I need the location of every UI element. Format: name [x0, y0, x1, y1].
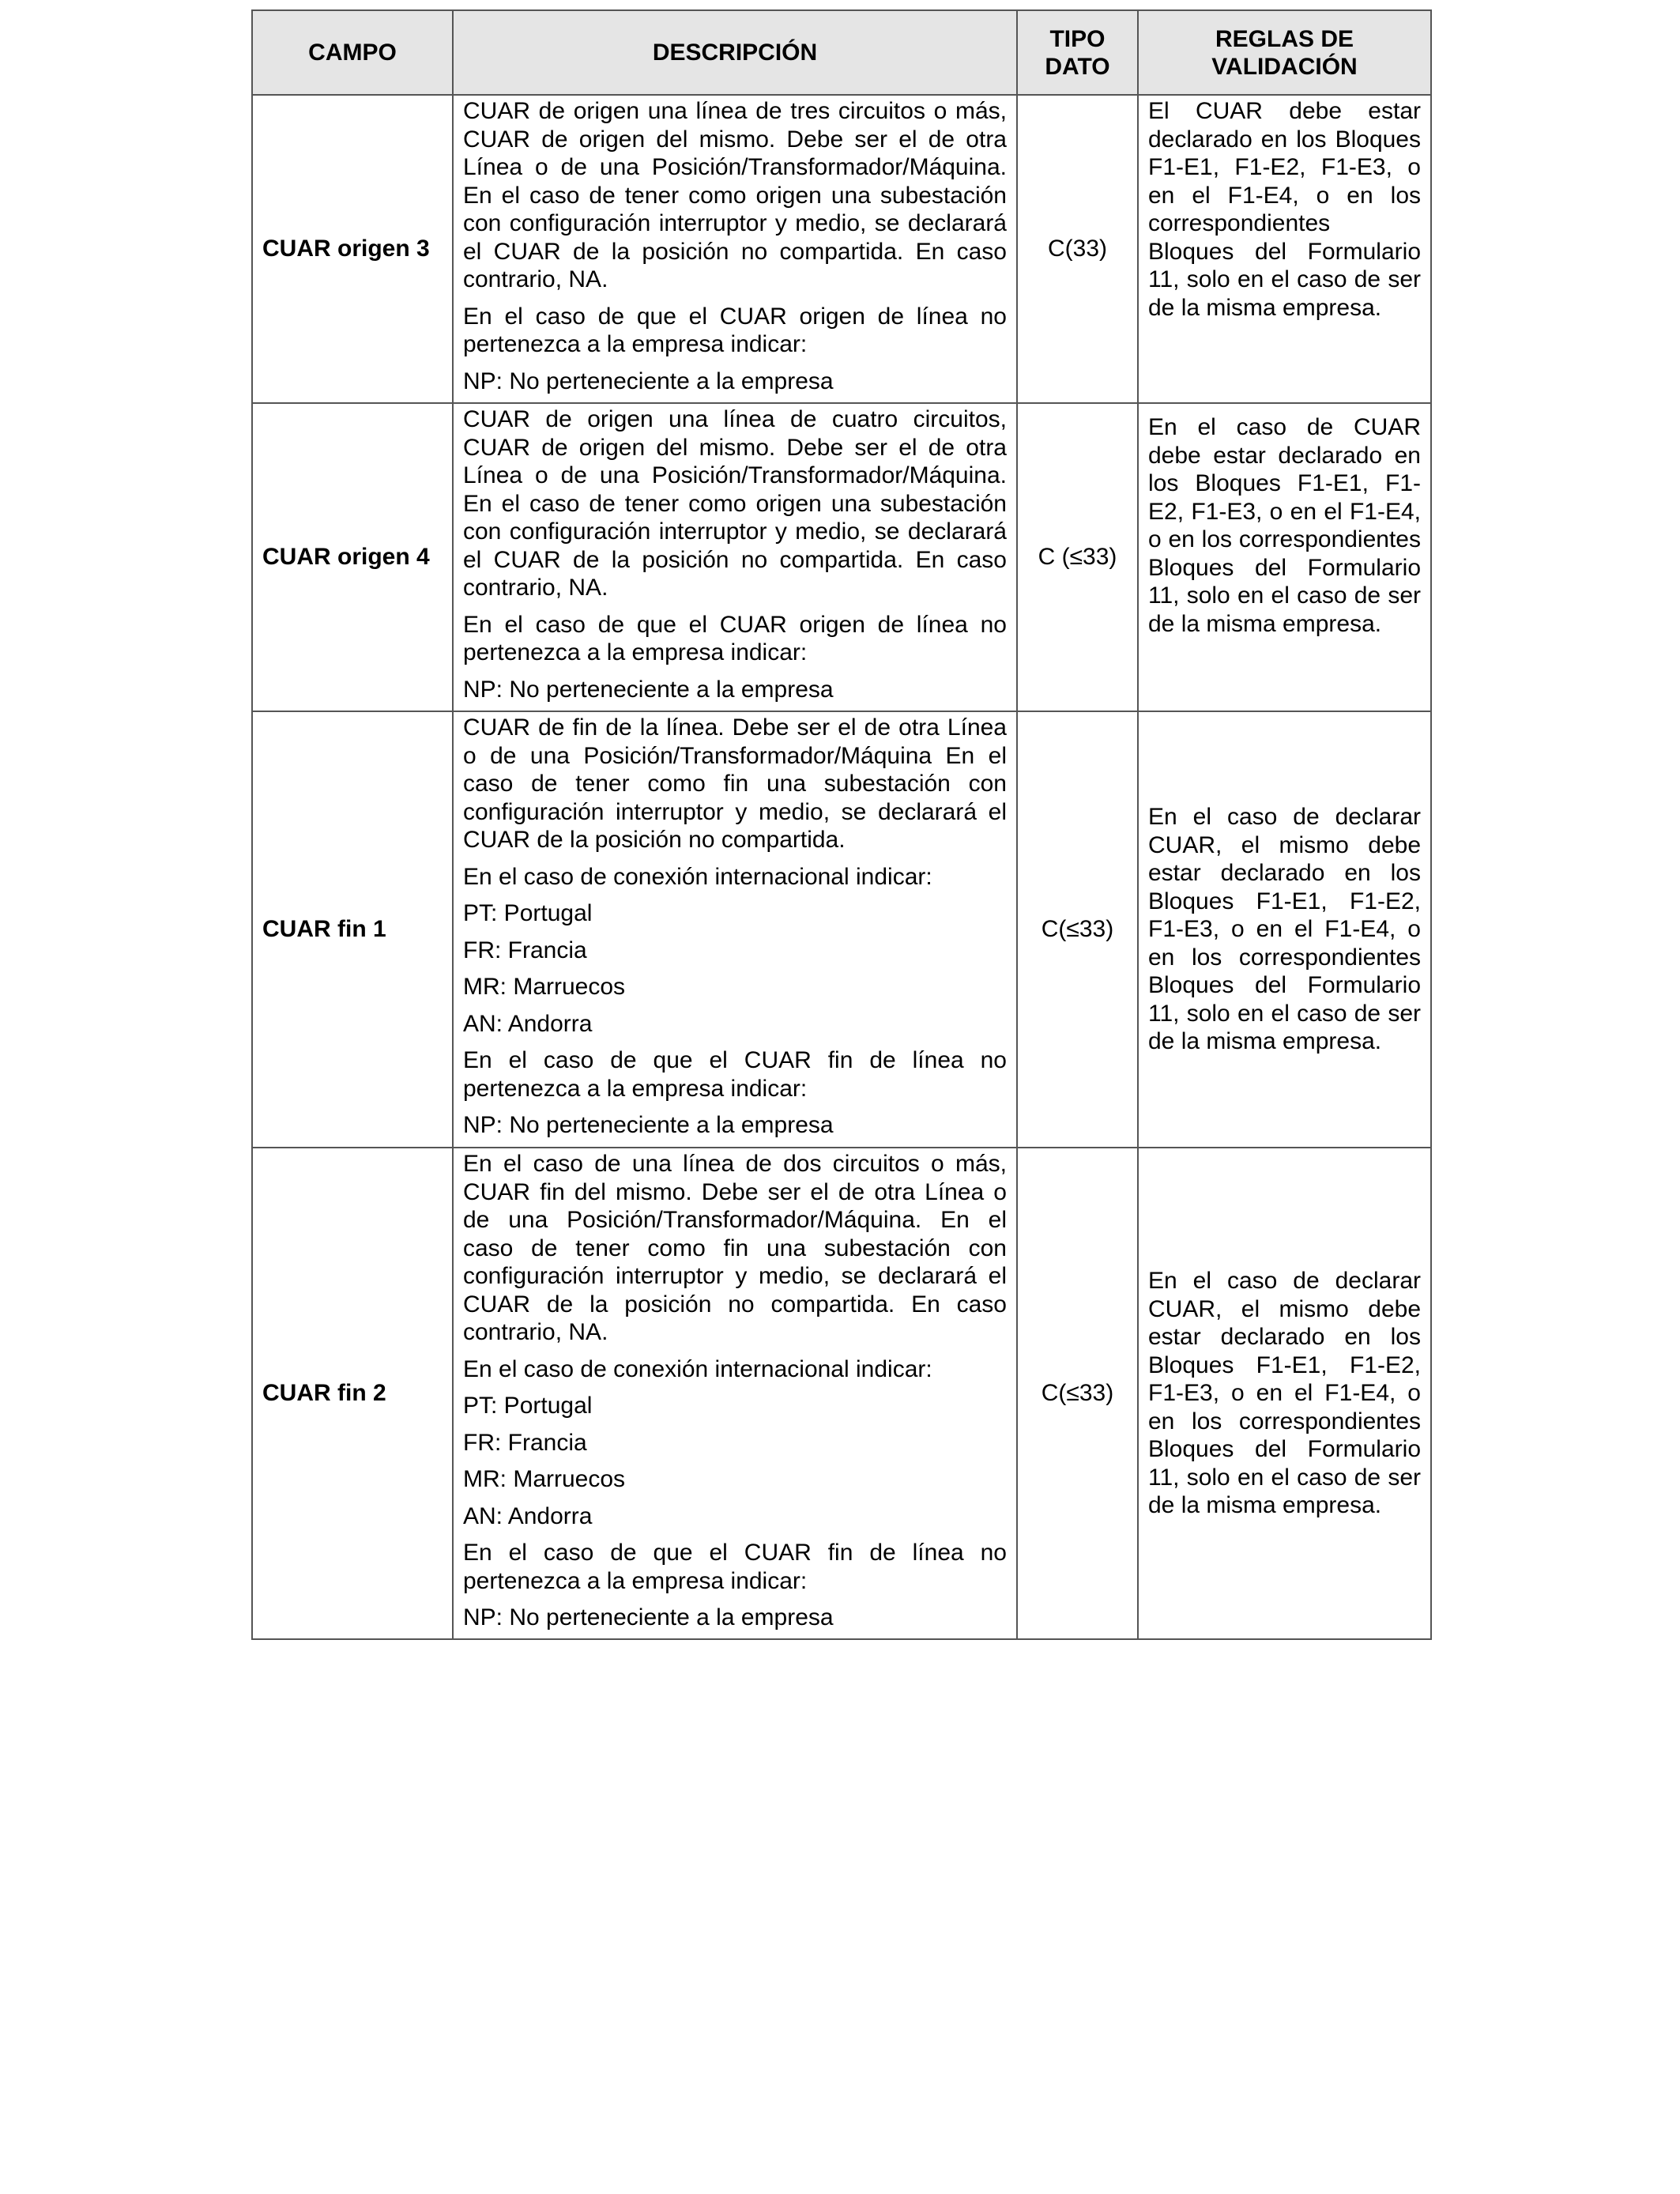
descripcion-paragraph: NP: No perteneciente a la empresa [463, 1604, 834, 1630]
tipo-dato-cell: C (≤33) [1017, 403, 1138, 711]
campo-cell: CUAR fin 1 [252, 711, 453, 1148]
descripcion-paragraph: En el caso de que el CUAR fin de línea no pertenezca a la empresa indicar: [463, 1047, 1007, 1102]
descripcion-cell [453, 1148, 1017, 1639]
descripcion-paragraph: NP: No perteneciente a la empresa [463, 368, 834, 394]
descripcion-paragraph: NP: No perteneciente a la empresa [463, 676, 834, 703]
tipo-dato-cell: C(33) [1017, 95, 1138, 403]
descripcion-cell [453, 711, 1017, 1148]
table-row [252, 403, 1431, 711]
header-tipo-line1: TIPO [1049, 25, 1106, 52]
descripcion-paragraph: En el caso de una línea de dos circuitos o más, CUAR fin del mismo. Debe ser el de otra Línea o de una Posición/Transformador/Máquina. En el caso de tener como fin una subestación con configuración interruptor y medio, se declarará el CUAR de la posición no compartida. En caso contrario, NA. [463, 1151, 1007, 1345]
table-row [252, 711, 1431, 1148]
tipo-dato-cell: C(≤33) [1017, 1148, 1138, 1639]
descripcion-paragraph: CUAR de origen una línea de tres circuitos o más, CUAR de origen del mismo. Debe ser el de otra Línea o de una Posición/Transformador/Máquina. En el caso de tener como origen una subestación con configuración interruptor y medio, se declarará el CUAR de la posición no compartida. En caso contrario, NA. [463, 98, 1007, 292]
descripcion-paragraph: MR: Marruecos [463, 974, 626, 1000]
table-row [252, 1148, 1431, 1639]
campo-cell: CUAR origen 3 [252, 95, 453, 403]
descripcion-paragraph: En el caso de que el CUAR fin de línea no pertenezca a la empresa indicar: [463, 1540, 1007, 1594]
descripcion-paragraph: En el caso de conexión internacional indicar: [463, 863, 932, 890]
campo-cell: CUAR fin 2 [252, 1148, 453, 1639]
descripcion-paragraph: FR: Francia [463, 937, 587, 963]
descripcion-paragraph: CUAR de origen una línea de cuatro circuitos, CUAR de origen del mismo. Debe ser el de otra Línea o de una Posición/Transformador/Máquina. En el caso de tener como origen una subestación con configuración interruptor y medio, se declarará el CUAR de la posición no compartida. En caso contrario, NA. [463, 406, 1007, 601]
descripcion-paragraph: En el caso de que el CUAR origen de línea no pertenezca a la empresa indicar: [463, 303, 1007, 357]
header-descripcion: DESCRIPCIÓN [453, 10, 1017, 95]
validation-table [251, 9, 1432, 1640]
header-tipo-line2: DATO [1045, 53, 1110, 80]
reglas-cell: En el caso de declarar CUAR, el mismo debe estar declarado en los Bloques F1-E1, F1-E2, F1-E3, o en el F1-E4, o en los correspondientes Bloques del Formulario 11, solo en el caso de ser de la misma empresa. [1138, 711, 1431, 1148]
header-reglas [1138, 10, 1431, 95]
reglas-cell: El CUAR debe estar declarado en los Bloques F1-E1, F1-E2, F1-E3, o en el F1-E4, o en los correspondientes Bloques del Formulario 11, solo en el caso de ser de la misma empresa. [1138, 95, 1431, 403]
descripcion-cell [453, 95, 1017, 403]
descripcion-paragraph: AN: Andorra [463, 1010, 593, 1037]
descripcion-paragraph: CUAR de fin de la línea. Debe ser el de otra Línea o de una Posición/Transformador/Máquina En el caso de tener como fin una subestación con configuración interruptor y medio, se declarará el CUAR de la posición no compartida. [463, 714, 1007, 853]
table-header-row [252, 10, 1431, 95]
descripcion-cell [453, 403, 1017, 711]
tipo-dato-cell: C(≤33) [1017, 711, 1138, 1148]
reglas-cell: En el caso de declarar CUAR, el mismo debe estar declarado en los Bloques F1-E1, F1-E2, F1-E3, o en el F1-E4, o en los correspondientes Bloques del Formulario 11, solo en el caso de ser de la misma empresa. [1138, 1148, 1431, 1639]
header-campo: CAMPO [252, 10, 453, 95]
header-tipo-dato [1017, 10, 1138, 95]
table-row [252, 95, 1431, 403]
descripcion-paragraph: AN: Andorra [463, 1502, 593, 1529]
descripcion-paragraph: PT: Portugal [463, 1393, 593, 1419]
descripcion-paragraph: NP: No perteneciente a la empresa [463, 1112, 834, 1138]
descripcion-paragraph: En el caso de conexión internacional indicar: [463, 1355, 932, 1382]
descripcion-paragraph: En el caso de que el CUAR origen de línea no pertenezca a la empresa indicar: [463, 611, 1007, 665]
descripcion-paragraph: MR: Marruecos [463, 1466, 626, 1492]
header-reglas-line1: REGLAS DE [1215, 25, 1354, 52]
descripcion-paragraph: PT: Portugal [463, 900, 593, 926]
header-reglas-line2: VALIDACIÓN [1211, 53, 1358, 80]
reglas-cell: En el caso de CUAR debe estar declarado en los Bloques F1-E1, F1-E2, F1-E3, o en el F1-E4, o en los correspondientes Bloques del Formulario 11, solo en el caso de ser de la misma empresa. [1138, 403, 1431, 711]
descripcion-paragraph: FR: Francia [463, 1429, 587, 1456]
campo-cell: CUAR origen 4 [252, 403, 453, 711]
